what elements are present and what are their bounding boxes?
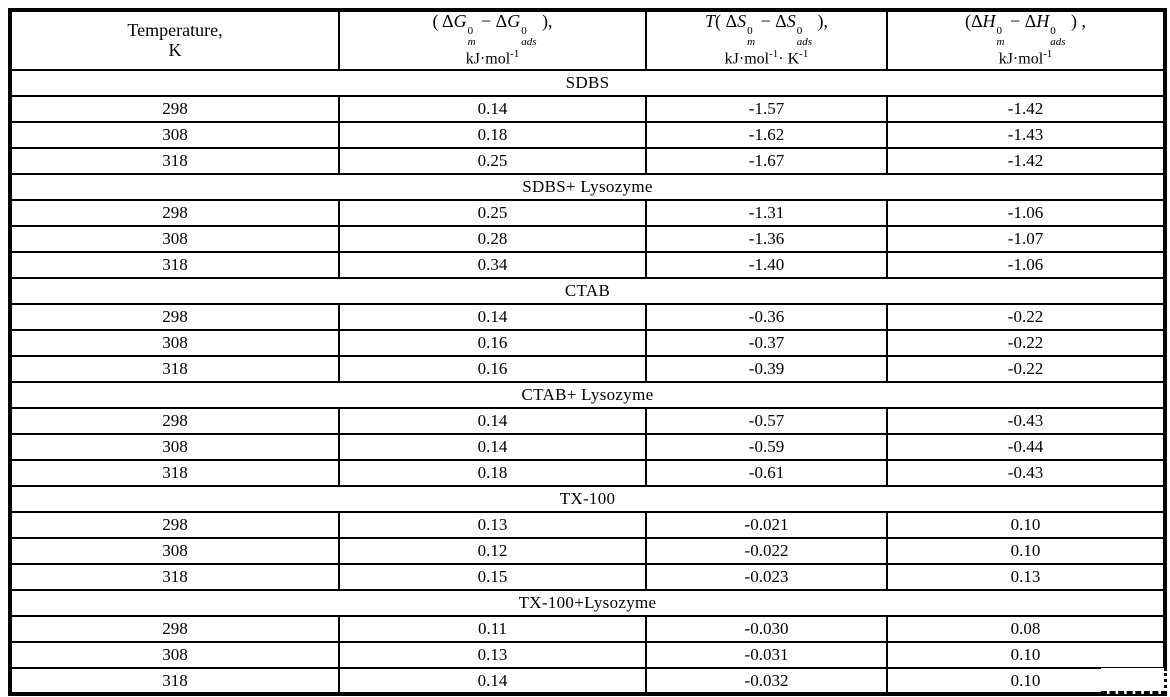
data-cell: -0.22	[887, 330, 1165, 356]
data-cell: -1.67	[646, 148, 887, 174]
data-cell: 0.28	[339, 226, 646, 252]
entropy-units: $kJ\cdot mol^{-1}\cdot K^{-1}$	[724, 48, 809, 68]
data-cell: -0.022	[646, 538, 887, 564]
data-row	[10, 330, 1165, 356]
supsub-m: 0 m	[747, 25, 756, 49]
data-cell: 298	[10, 304, 339, 330]
data-cell: 0.16	[339, 356, 646, 382]
data-cell: 0.34	[339, 252, 646, 278]
data-cell: -0.021	[646, 512, 887, 538]
data-cell: 298	[10, 96, 339, 122]
section-header-row	[10, 174, 1165, 200]
data-cell: -0.031	[646, 642, 887, 668]
data-cell: 0.13	[339, 512, 646, 538]
data-cell: 298	[10, 408, 339, 434]
data-cell: 0.16	[339, 330, 646, 356]
data-row	[10, 564, 1165, 590]
col-header-enthalpy	[887, 10, 1165, 70]
section-title: CTAB	[10, 278, 1165, 304]
supsub-ads: 0 ads	[521, 25, 537, 49]
data-cell: -0.57	[646, 408, 887, 434]
data-row	[10, 642, 1165, 668]
data-cell: -1.43	[887, 122, 1165, 148]
data-cell: -0.43	[887, 408, 1165, 434]
data-cell: 0.18	[339, 122, 646, 148]
data-row	[10, 616, 1165, 642]
data-cell: -1.40	[646, 252, 887, 278]
data-cell: 0.10	[887, 642, 1165, 668]
data-cell: -0.030	[646, 616, 887, 642]
data-cell: -0.22	[887, 304, 1165, 330]
data-cell: -1.62	[646, 122, 887, 148]
data-cell: -0.032	[646, 668, 887, 694]
table-header	[10, 10, 1165, 70]
data-cell: 298	[10, 200, 339, 226]
data-cell: -0.43	[887, 460, 1165, 486]
col-header-entropy	[646, 10, 887, 70]
table-body	[10, 70, 1165, 694]
data-row	[10, 512, 1165, 538]
data-row	[10, 96, 1165, 122]
data-cell: 308	[10, 226, 339, 252]
entropy-expression: T( ΔS 0 m − ΔS 0 ads ),	[704, 11, 829, 49]
data-cell: -1.06	[887, 200, 1165, 226]
header-row	[10, 10, 1165, 70]
section-header-row	[10, 382, 1165, 408]
data-cell: 0.15	[339, 564, 646, 590]
data-cell: 308	[10, 642, 339, 668]
data-cell: -0.39	[646, 356, 887, 382]
temperature-label-line1: Temperature,	[127, 19, 223, 40]
data-cell: -0.61	[646, 460, 887, 486]
data-cell: -1.42	[887, 96, 1165, 122]
thermodynamics-table	[8, 8, 1167, 696]
data-cell: -0.36	[646, 304, 887, 330]
data-cell: 0.12	[339, 538, 646, 564]
data-row	[10, 434, 1165, 460]
section-header-row	[10, 590, 1165, 616]
col-header-temperature	[10, 10, 339, 70]
section-header-row	[10, 278, 1165, 304]
supsub-m: 0 m	[996, 25, 1005, 49]
data-cell: 0.18	[339, 460, 646, 486]
gibbs-units: kJ·mol$^{-1}$	[465, 48, 520, 68]
temperature-label-line2: K	[168, 39, 182, 60]
data-cell: 0.10	[887, 512, 1165, 538]
supsub-ads: 0 ads	[1050, 25, 1066, 49]
data-cell: 0.14	[339, 408, 646, 434]
data-cell: -1.36	[646, 226, 887, 252]
data-cell: 298	[10, 616, 339, 642]
data-cell: 0.11	[339, 616, 646, 642]
data-cell: 0.25	[339, 200, 646, 226]
data-cell: 0.08	[887, 616, 1165, 642]
data-cell: 0.14	[339, 434, 646, 460]
data-cell: -0.22	[887, 356, 1165, 382]
enthalpy-expression: (ΔH 0 m − ΔH 0 ads ) ,	[964, 11, 1087, 49]
section-title: TX-100+Lysozyme	[10, 590, 1165, 616]
data-row	[10, 200, 1165, 226]
data-row	[10, 304, 1165, 330]
section-title: SDBS+ Lysozyme	[10, 174, 1165, 200]
data-row	[10, 668, 1165, 694]
col-header-gibbs	[339, 10, 646, 70]
data-cell: -1.31	[646, 200, 887, 226]
enthalpy-units: kJ·mol$^{-1}$	[998, 48, 1053, 68]
data-row	[10, 408, 1165, 434]
data-cell: -1.42	[887, 148, 1165, 174]
section-header-row	[10, 70, 1165, 96]
data-cell: 0.14	[339, 668, 646, 694]
data-row	[10, 226, 1165, 252]
supsub-m: 0 m	[467, 25, 476, 49]
data-cell: 0.14	[339, 96, 646, 122]
data-cell: 318	[10, 252, 339, 278]
data-cell: 318	[10, 564, 339, 590]
data-cell: 318	[10, 356, 339, 382]
data-cell: -1.07	[887, 226, 1165, 252]
data-cell: 0.10	[887, 668, 1165, 694]
data-cell: 0.13	[887, 564, 1165, 590]
data-row	[10, 148, 1165, 174]
supsub-ads: 0 ads	[796, 25, 813, 49]
data-cell: 318	[10, 668, 339, 694]
data-row	[10, 460, 1165, 486]
data-cell: 318	[10, 148, 339, 174]
data-cell: -1.06	[887, 252, 1165, 278]
data-cell: -1.57	[646, 96, 887, 122]
section-title: CTAB+ Lysozyme	[10, 382, 1165, 408]
data-cell: -0.023	[646, 564, 887, 590]
data-cell: 0.14	[339, 304, 646, 330]
section-title: SDBS	[10, 70, 1165, 96]
section-header-row	[10, 486, 1165, 512]
gibbs-expression: ( ΔG 0 m − ΔG 0 ads ),	[432, 11, 553, 49]
data-row	[10, 252, 1165, 278]
data-cell: -0.59	[646, 434, 887, 460]
data-row	[10, 356, 1165, 382]
data-cell: 318	[10, 460, 339, 486]
data-cell: 308	[10, 122, 339, 148]
data-cell: 0.25	[339, 148, 646, 174]
data-cell: 0.13	[339, 642, 646, 668]
data-cell: 308	[10, 434, 339, 460]
section-title: TX-100	[10, 486, 1165, 512]
data-cell: -0.37	[646, 330, 887, 356]
data-cell: -0.44	[887, 434, 1165, 460]
data-row	[10, 538, 1165, 564]
data-cell: 308	[10, 330, 339, 356]
data-row	[10, 122, 1165, 148]
selection-marquee-artifact	[1101, 668, 1167, 694]
data-cell: 308	[10, 538, 339, 564]
data-cell: 298	[10, 512, 339, 538]
data-cell: 0.10	[887, 538, 1165, 564]
